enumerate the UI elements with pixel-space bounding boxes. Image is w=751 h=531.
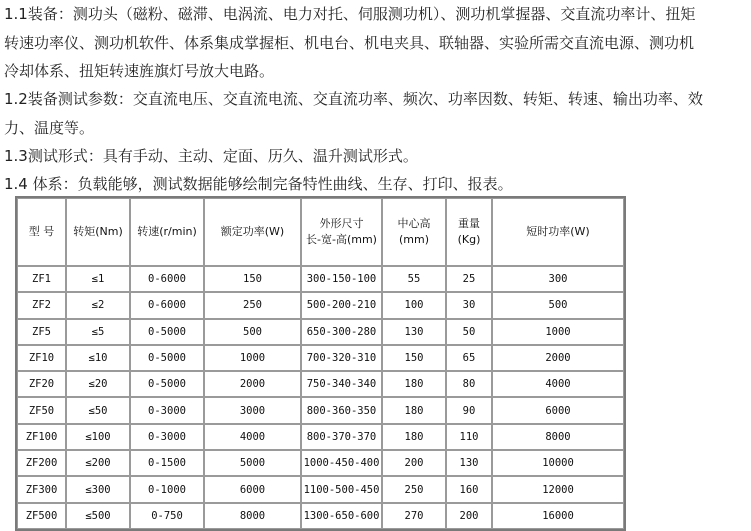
cell-speed: 0-5000 (130, 319, 204, 345)
text-line: 1.3测试形式：具有手动、主动、定面、历久、温升测试形式。 (4, 147, 418, 165)
cell-rated-power: 150 (204, 266, 301, 292)
cell-dimensions: 300-150-100 (301, 266, 382, 292)
cell-dimensions: 800-360-350 (301, 397, 382, 423)
cell-speed: 0-3000 (130, 424, 204, 450)
cell-torque: ≤300 (66, 476, 130, 502)
header-model: 型 号 (17, 198, 66, 266)
cell-model: ZF500 (17, 503, 66, 529)
cell-dimensions: 800-370-370 (301, 424, 382, 450)
section-1-2-test-parameters (4, 85, 748, 142)
cell-model: ZF20 (17, 371, 66, 397)
header-weight: 重量 (Kg) (446, 198, 492, 266)
cell-center-height: 100 (382, 292, 446, 318)
cell-rated-power: 500 (204, 319, 301, 345)
cell-torque: ≤5 (66, 319, 130, 345)
cell-dimensions: 1100-500-450 (301, 476, 382, 502)
header-rated-power: 额定功率(W) (204, 198, 301, 266)
cell-dimensions: 1300-650-600 (301, 503, 382, 529)
cell-weight: 130 (446, 450, 492, 476)
cell-speed: 0-1000 (130, 476, 204, 502)
cell-short-time-power: 2000 (492, 345, 624, 371)
cell-weight: 160 (446, 476, 492, 502)
cell-rated-power: 4000 (204, 424, 301, 450)
cell-model: ZF1 (17, 266, 66, 292)
cell-center-height: 180 (382, 371, 446, 397)
cell-speed: 0-1500 (130, 450, 204, 476)
table-row (17, 345, 624, 371)
table-header-row (17, 198, 624, 266)
table-row (17, 319, 624, 345)
text-line: 力、温度等。 (4, 118, 95, 137)
cell-model: ZF2 (17, 292, 66, 318)
text-line: 1.4 体系：负载能够，测试数据能够绘制完备特性曲线、生存、打印、报表。 (4, 175, 513, 193)
cell-torque: ≤10 (66, 345, 130, 371)
cell-rated-power: 3000 (204, 397, 301, 423)
cell-short-time-power: 8000 (492, 424, 624, 450)
cell-torque: ≤500 (66, 503, 130, 529)
cell-short-time-power: 1000 (492, 319, 624, 345)
section-1-4-system (4, 170, 748, 199)
cell-short-time-power: 10000 (492, 450, 624, 476)
header-dimensions: 外形尺寸 长-宽-高(mm) (301, 198, 382, 266)
cell-weight: 50 (446, 319, 492, 345)
cell-weight: 30 (446, 292, 492, 318)
cell-short-time-power: 500 (492, 292, 624, 318)
header-torque: 转矩(Nm) (66, 198, 130, 266)
cell-short-time-power: 16000 (492, 503, 624, 529)
cell-speed: 0-6000 (130, 292, 204, 318)
cell-speed: 0-6000 (130, 266, 204, 292)
cell-dimensions: 750-340-340 (301, 371, 382, 397)
cell-torque: ≤1 (66, 266, 130, 292)
cell-model: ZF5 (17, 319, 66, 345)
cell-dimensions: 700-320-310 (301, 345, 382, 371)
cell-center-height: 270 (382, 503, 446, 529)
cell-center-height: 180 (382, 397, 446, 423)
section-1-3-test-modes (4, 142, 748, 171)
cell-weight: 200 (446, 503, 492, 529)
cell-dimensions: 500-200-210 (301, 292, 382, 318)
cell-torque: ≤200 (66, 450, 130, 476)
cell-center-height: 150 (382, 345, 446, 371)
table-row (17, 266, 624, 292)
cell-model: ZF50 (17, 397, 66, 423)
table-row (17, 503, 624, 529)
cell-rated-power: 2000 (204, 371, 301, 397)
cell-rated-power: 8000 (204, 503, 301, 529)
table-row (17, 476, 624, 502)
cell-rated-power: 1000 (204, 345, 301, 371)
cell-rated-power: 6000 (204, 476, 301, 502)
section-1-1-equipment (4, 0, 748, 86)
text-line: 1.1装备：测功头（磁粉、磁滞、电涡流、电力对托、伺服测功机）、测功机掌握器、交直流功率计、扭矩 (4, 5, 696, 23)
cell-center-height: 55 (382, 266, 446, 292)
cell-weight: 110 (446, 424, 492, 450)
cell-dimensions: 1000-450-400 (301, 450, 382, 476)
cell-torque: ≤100 (66, 424, 130, 450)
cell-center-height: 250 (382, 476, 446, 502)
table-row (17, 292, 624, 318)
cell-torque: ≤50 (66, 397, 130, 423)
cell-weight: 80 (446, 371, 492, 397)
cell-weight: 90 (446, 397, 492, 423)
cell-short-time-power: 12000 (492, 476, 624, 502)
cell-model: ZF300 (17, 476, 66, 502)
cell-center-height: 200 (382, 450, 446, 476)
specification-table (15, 196, 626, 531)
table-row (17, 371, 624, 397)
cell-weight: 65 (446, 345, 492, 371)
cell-center-height: 180 (382, 424, 446, 450)
cell-speed: 0-5000 (130, 345, 204, 371)
cell-speed: 0-5000 (130, 371, 204, 397)
cell-rated-power: 250 (204, 292, 301, 318)
cell-torque: ≤2 (66, 292, 130, 318)
table-row (17, 424, 624, 450)
cell-center-height: 130 (382, 319, 446, 345)
table-row (17, 397, 624, 423)
cell-dimensions: 650-300-280 (301, 319, 382, 345)
cell-short-time-power: 4000 (492, 371, 624, 397)
cell-short-time-power: 6000 (492, 397, 624, 423)
text-line: 转速功率仪、测功机软件、体系集成掌握柜、机电台、机电夹具、联轴器、实验所需交直流电源、测功机 (4, 33, 695, 52)
header-speed: 转速(r/min) (130, 198, 204, 266)
cell-weight: 25 (446, 266, 492, 292)
text-line: 冷却体系、扭矩转速旌旗灯号放大电路。 (4, 62, 275, 80)
cell-torque: ≤20 (66, 371, 130, 397)
cell-model: ZF10 (17, 345, 66, 371)
cell-short-time-power: 300 (492, 266, 624, 292)
table-row (17, 450, 624, 476)
cell-speed: 0-3000 (130, 397, 204, 423)
cell-speed: 0-750 (130, 503, 204, 529)
header-short-time-power: 短时功率(W) (492, 198, 624, 266)
text-line: 1.2装备测试参数：交直流电压、交直流电流、交直流功率、频次、功率因数、转矩、转速、输出功率、效 (4, 90, 703, 108)
header-center-height: 中心高(mm) (382, 198, 446, 266)
cell-model: ZF100 (17, 424, 66, 450)
cell-model: ZF200 (17, 450, 66, 476)
cell-rated-power: 5000 (204, 450, 301, 476)
